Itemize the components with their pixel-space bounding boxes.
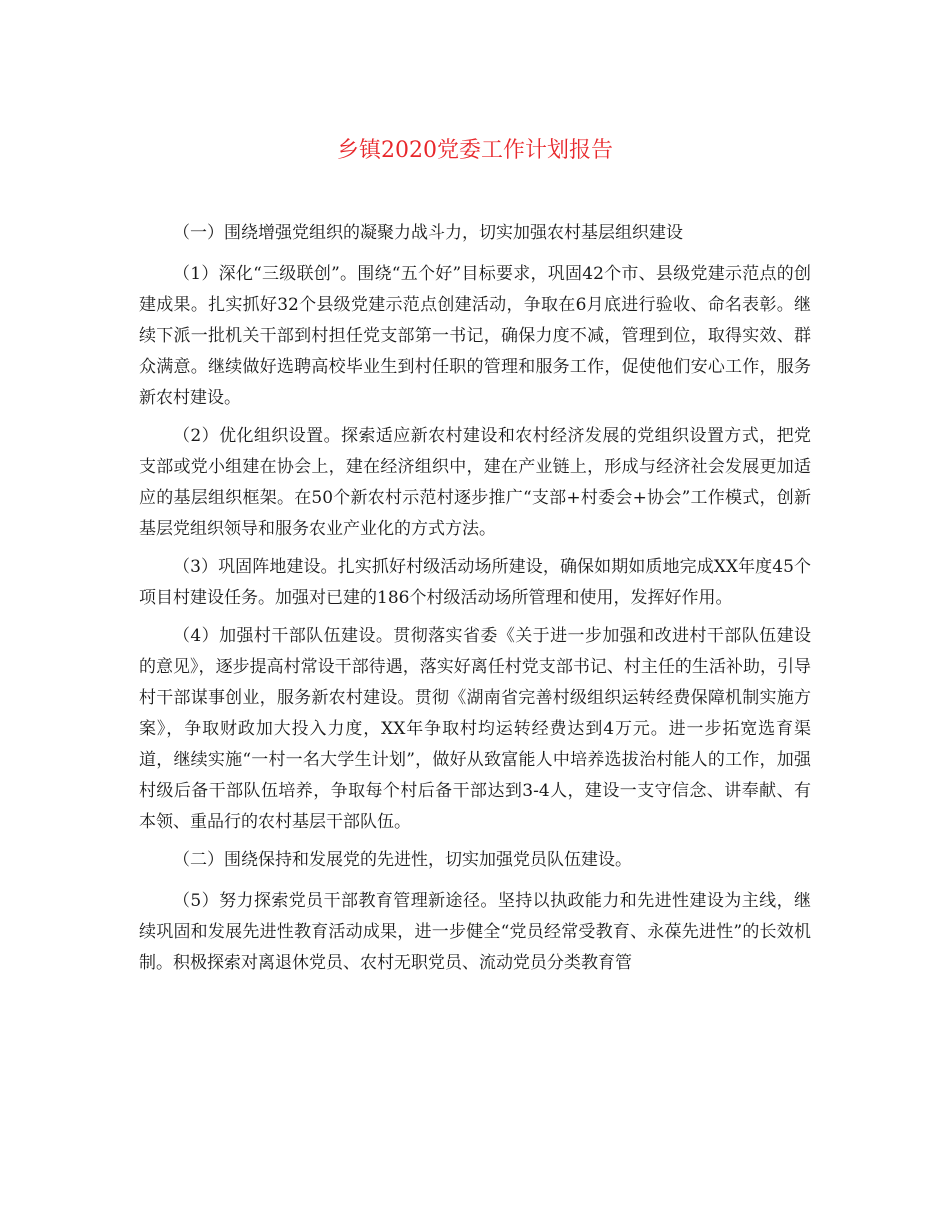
paragraph-5: （5）努力探索党员干部教育管理新途径。坚持以执政能力和先进性建设为主线，继续巩固和发展先进性教育活动成果，进一步健全“党员经常受教育、永葆先进性”的长效机制。积极探索对离退休党员、农村无职党员、流动党员分类教育管 xyxy=(139,891,811,973)
paragraph-3: （3）巩固阵地建设。扎实抓好村级活动场所建设，确保如期如质地完成XX年度45个项目村建设任务。加强对已建的186个村级活动场所管理和使用，发挥好作用。 xyxy=(139,557,811,608)
paragraph-2: （2）优化组织设置。探索适应新农村建设和农村经济发展的党组织设置方式，把党支部或党小组建在协会上，建在经济组织中，建在产业链上，形成与经济社会发展更加适应的基层组织框架。在50个新农村示范村逐步推广“支部+村委会+协会”工作模式，创新基层党组织领导和服务农业产业化的方式方法。 xyxy=(139,426,811,539)
document-title: 乡镇2020党委工作计划报告 xyxy=(337,138,613,163)
section-heading-2: （二）围绕保持和发展党的先进性，切实加强党员队伍建设。 xyxy=(173,850,632,870)
document-body xyxy=(139,218,811,986)
section-heading-1: （一）围绕增强党组织的凝聚力战斗力，切实加强农村基层组织建设 xyxy=(173,223,683,243)
paragraph-1: （1）深化“三级联创”。围绕“五个好”目标要求，巩固42个市、县级党建示范点的创建成果。扎实抓好32个县级党建示范点创建活动，争取在6月底进行验收、命名表彰。继续下派一批机关干部到村担任党支部第一书记，确保力度不减，管理到位，取得实效、群众满意。继续做好选聘高校毕业生到村任职的管理和服务工作，促使他们安心工作，服务新农村建设。 xyxy=(139,264,811,408)
paragraph-4: （4）加强村干部队伍建设。贯彻落实省委《关于进一步加强和改进村干部队伍建设的意见》，逐步提高村常设干部待遇，落实好离任村党支部书记、村主任的生活补助，引导村干部谋事创业，服务新农村建设。贯彻《湖南省完善村级组织运转经费保障机制实施方案》，争取财政加大投入力度，XX年争取村均运转经费达到4万元。进一步拓宽选育渠道，继续实施“一村一名大学生计划”，做好从致富能人中培养选拔治村能人的工作，加强村级后备干部队伍培养，争取每个村后备干部达到3-4人，建设一支守信念、讲奉献、有本领、重品行的农村基层干部队伍。 xyxy=(139,626,811,832)
